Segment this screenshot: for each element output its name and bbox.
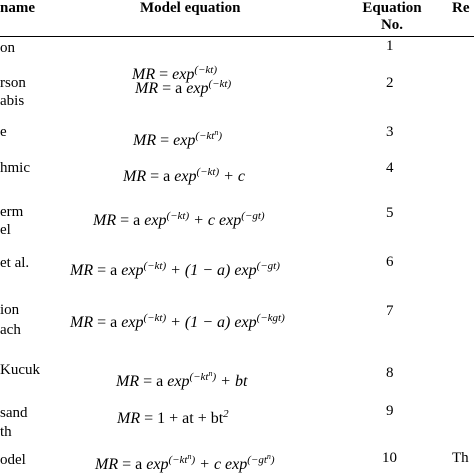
equation-number: 10 (382, 450, 397, 466)
model-name: et al. (0, 255, 30, 271)
equation-number: 9 (386, 403, 394, 419)
model-name: sand (0, 405, 28, 421)
model-name: erm (0, 204, 24, 220)
equation-number: 7 (386, 303, 394, 319)
model-equation: MR = 1 + at + $bt^2$ (117, 408, 229, 427)
header-name: name (0, 0, 35, 16)
model-equation: MR = $\exp^{(-kt^n)}$ (133, 128, 223, 149)
header-equation: Equation (362, 0, 422, 16)
equation-number: 6 (386, 254, 394, 270)
equation-number: 5 (386, 205, 394, 221)
equation-number: 2 (386, 75, 394, 91)
model-name: abis (0, 93, 25, 109)
reference: Th (452, 450, 469, 466)
model-name: odel (0, 452, 26, 468)
model-name: on (0, 40, 15, 56)
model-name: ach (0, 322, 21, 338)
model-equation: MR = a $\exp^{(-kt)} + (1 - a)$ $\exp^{(-gt)}$ (70, 260, 280, 279)
equation-number: 4 (386, 160, 394, 176)
model-equation: MR = $\exp^{(-kt)}$ (132, 64, 218, 83)
model-name: Kucuk (0, 362, 40, 378)
model-equation: MR = a $\exp^{(-kt)} + (1 - a)$ $\exp^{(-kgt)}$ (70, 312, 285, 331)
model-equation: MR = a $\exp^{(-kt)}$ (135, 78, 232, 97)
equation-number: 1 (386, 38, 394, 54)
header-reference: Re (452, 0, 470, 16)
model-name: e (0, 124, 7, 140)
model-name: ion (0, 302, 20, 318)
header-model-equation: Model equation (140, 0, 241, 16)
equation-number: 8 (386, 365, 394, 381)
model-name: hmic (0, 160, 30, 176)
model-equation: MR = a $\exp^{(-kt)} + c$ $\exp^{(-gt)}$ (93, 210, 265, 229)
model-name: th (0, 424, 12, 440)
model-name: rson (0, 75, 26, 91)
header-rule (0, 36, 474, 37)
model-equation: MR = a $\exp^{(-kt)} + c$ (123, 166, 246, 185)
equation-number: 3 (386, 124, 394, 140)
model-equation: MR = a $\exp^{(-kt^n)} + c$ $\exp^{(-gt^n)}$ (95, 452, 275, 473)
model-equation: MR = a $\exp^{(-kt^n)}$ + bt (116, 369, 248, 390)
model-name: el (0, 222, 11, 238)
header-no: No. (380, 17, 404, 33)
